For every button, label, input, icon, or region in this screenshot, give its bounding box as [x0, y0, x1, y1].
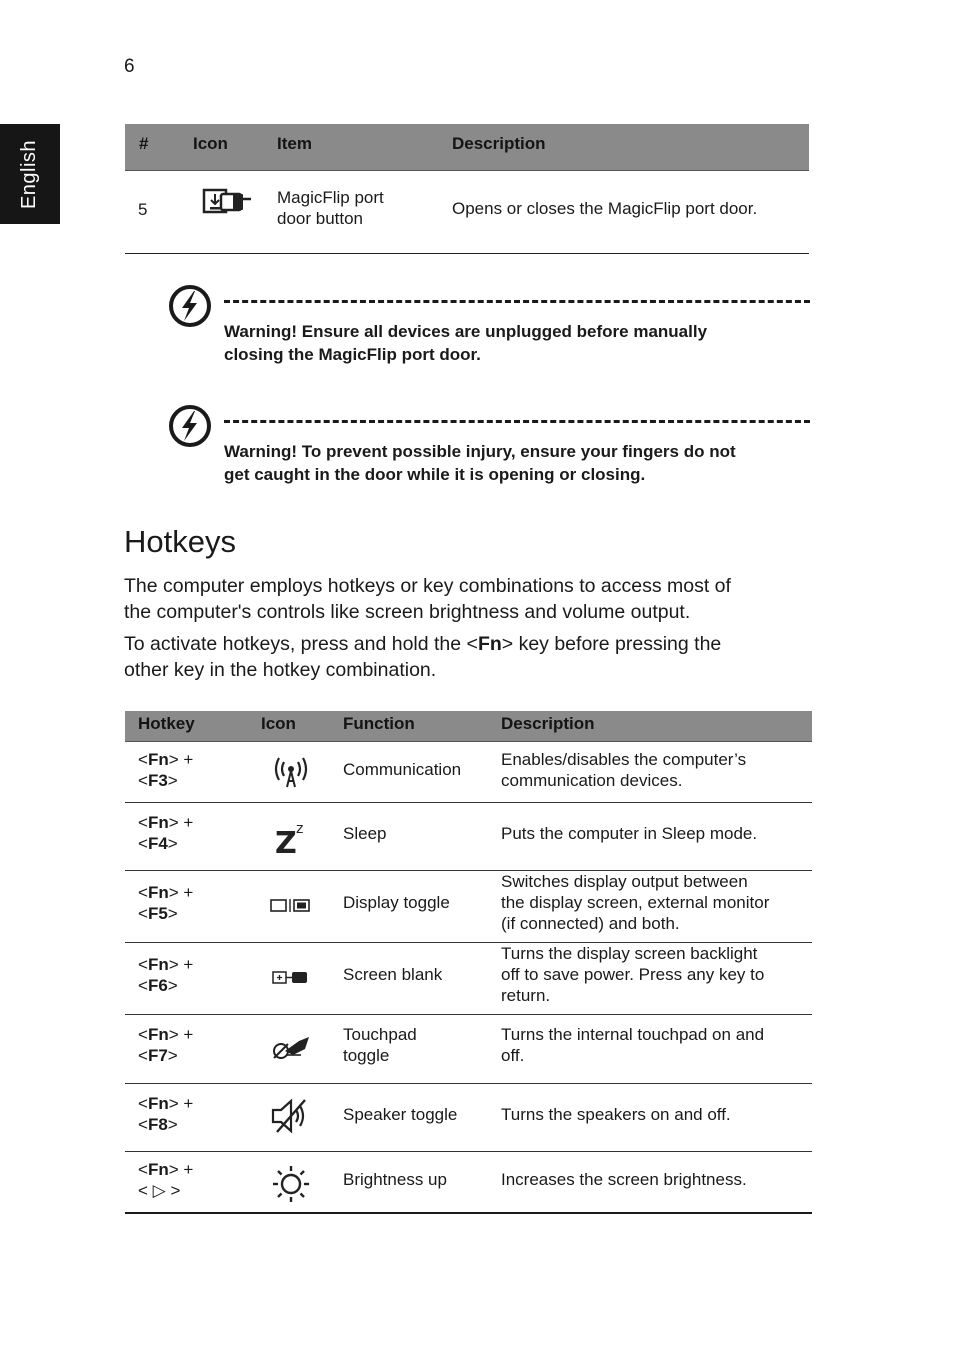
table-row [125, 1015, 812, 1084]
brightness-up-icon [269, 1164, 313, 1204]
warning-block [168, 404, 810, 494]
activate-key: Fn [477, 633, 502, 655]
activate-line2: other key in the hotkey combination. [124, 658, 437, 681]
row-description: Opens or closes the MagicFlip port door. [452, 199, 758, 218]
header-description: Description [452, 134, 546, 153]
activate-post: > key before pressing the [501, 633, 722, 655]
function-description: Increases the screen brightness. [501, 1170, 747, 1189]
table-row [125, 943, 812, 1015]
language-tab-label: English [18, 139, 41, 209]
header-icon: Icon [261, 714, 296, 733]
sleep-icon [269, 815, 313, 855]
header-hotkey: Hotkey [138, 714, 195, 733]
warning-block [168, 284, 810, 374]
screen-blank-icon [269, 958, 313, 998]
function-description: Turns the display screen backlight off to save power. Press any key to return. [501, 944, 765, 1005]
hotkey-combo: <Fn> + <F3> [138, 750, 194, 790]
function-description: Puts the computer in Sleep mode. [501, 824, 758, 843]
hotkey-combo: <Fn> + <F7> [138, 1025, 194, 1065]
port-table [125, 124, 809, 254]
warning-lightning-icon [168, 284, 212, 328]
magicflip-port-icon [201, 185, 259, 219]
svg-text:z: z [296, 821, 304, 837]
row-item-line2: door button [277, 209, 364, 228]
activate-paragraph [124, 632, 814, 683]
function-description: Turns the speakers on and off. [501, 1105, 731, 1124]
language-tab [0, 124, 60, 224]
table-row [125, 171, 809, 254]
header-item: Item [277, 134, 312, 153]
function-label: Screen blank [343, 965, 443, 984]
intro-line1: The computer employs hotkeys or key combinations to access most of [124, 575, 731, 597]
row-item [277, 187, 384, 229]
hotkey-combo: <Fn> + <F8> [138, 1094, 194, 1134]
svg-text:Z: Z [275, 826, 297, 855]
header-function: Function [343, 714, 415, 733]
hotkey-combo: <Fn> + <F6> [138, 955, 194, 995]
function-label: Sleep [343, 824, 387, 843]
hotkey-combo: <Fn> + <F4> [138, 813, 194, 853]
intro-paragraph [124, 574, 814, 625]
function-description: Switches display output between the display screen, external monitor (if connected) and both. [501, 872, 770, 933]
row-num: 5 [138, 200, 148, 219]
function-label: Display toggle [343, 893, 450, 912]
table-row [125, 742, 812, 803]
wireless-icon [269, 753, 313, 793]
warning-divider [224, 300, 810, 303]
row-item-line1: MagicFlip port [277, 188, 384, 207]
function-label: Speaker toggle [343, 1105, 458, 1124]
hotkey-table-header [125, 711, 812, 742]
header-icon: Icon [193, 134, 228, 153]
warning-text [224, 440, 784, 486]
speaker-mute-icon [269, 1096, 313, 1136]
warning-text [224, 320, 784, 366]
warning-line2: get caught in the door while it is opening or closing. [224, 465, 646, 484]
intro-line2: the computer's controls like screen brightness and volume output. [124, 600, 691, 623]
warning-line1: Warning! To prevent possible injury, ensure your fingers do not [224, 442, 736, 461]
function-description: Turns the internal touchpad on and off. [501, 1025, 765, 1065]
warning-divider [224, 420, 810, 423]
header-description: Description [501, 714, 595, 733]
function-label: Brightness up [343, 1170, 447, 1189]
table-row [125, 871, 812, 943]
table-row [125, 803, 812, 871]
section-title: Hotkeys [124, 524, 236, 559]
warning-line2: closing the MagicFlip port door. [224, 345, 481, 364]
warning-lightning-icon [168, 404, 212, 448]
page-number: 6 [124, 56, 135, 77]
function-label: Touchpad toggle [343, 1025, 417, 1065]
hotkey-table [125, 711, 812, 1214]
activate-pre: To activate hotkeys, press and hold the < [124, 633, 478, 655]
table-row [125, 1152, 812, 1212]
hotkey-combo: <Fn> + < ▷ > [138, 1160, 194, 1200]
function-description: Enables/disables the computer’s communication devices. [501, 750, 747, 790]
touchpad-toggle-icon [269, 1027, 313, 1067]
function-label: Communication [343, 760, 462, 779]
warning-line1: Warning! Ensure all devices are unplugged before manually [224, 322, 708, 341]
display-toggle-icon [269, 886, 313, 926]
table-row [125, 1084, 812, 1152]
hotkey-combo: <Fn> + <F5> [138, 883, 194, 923]
port-table-header [125, 124, 809, 171]
header-num: # [139, 134, 149, 153]
